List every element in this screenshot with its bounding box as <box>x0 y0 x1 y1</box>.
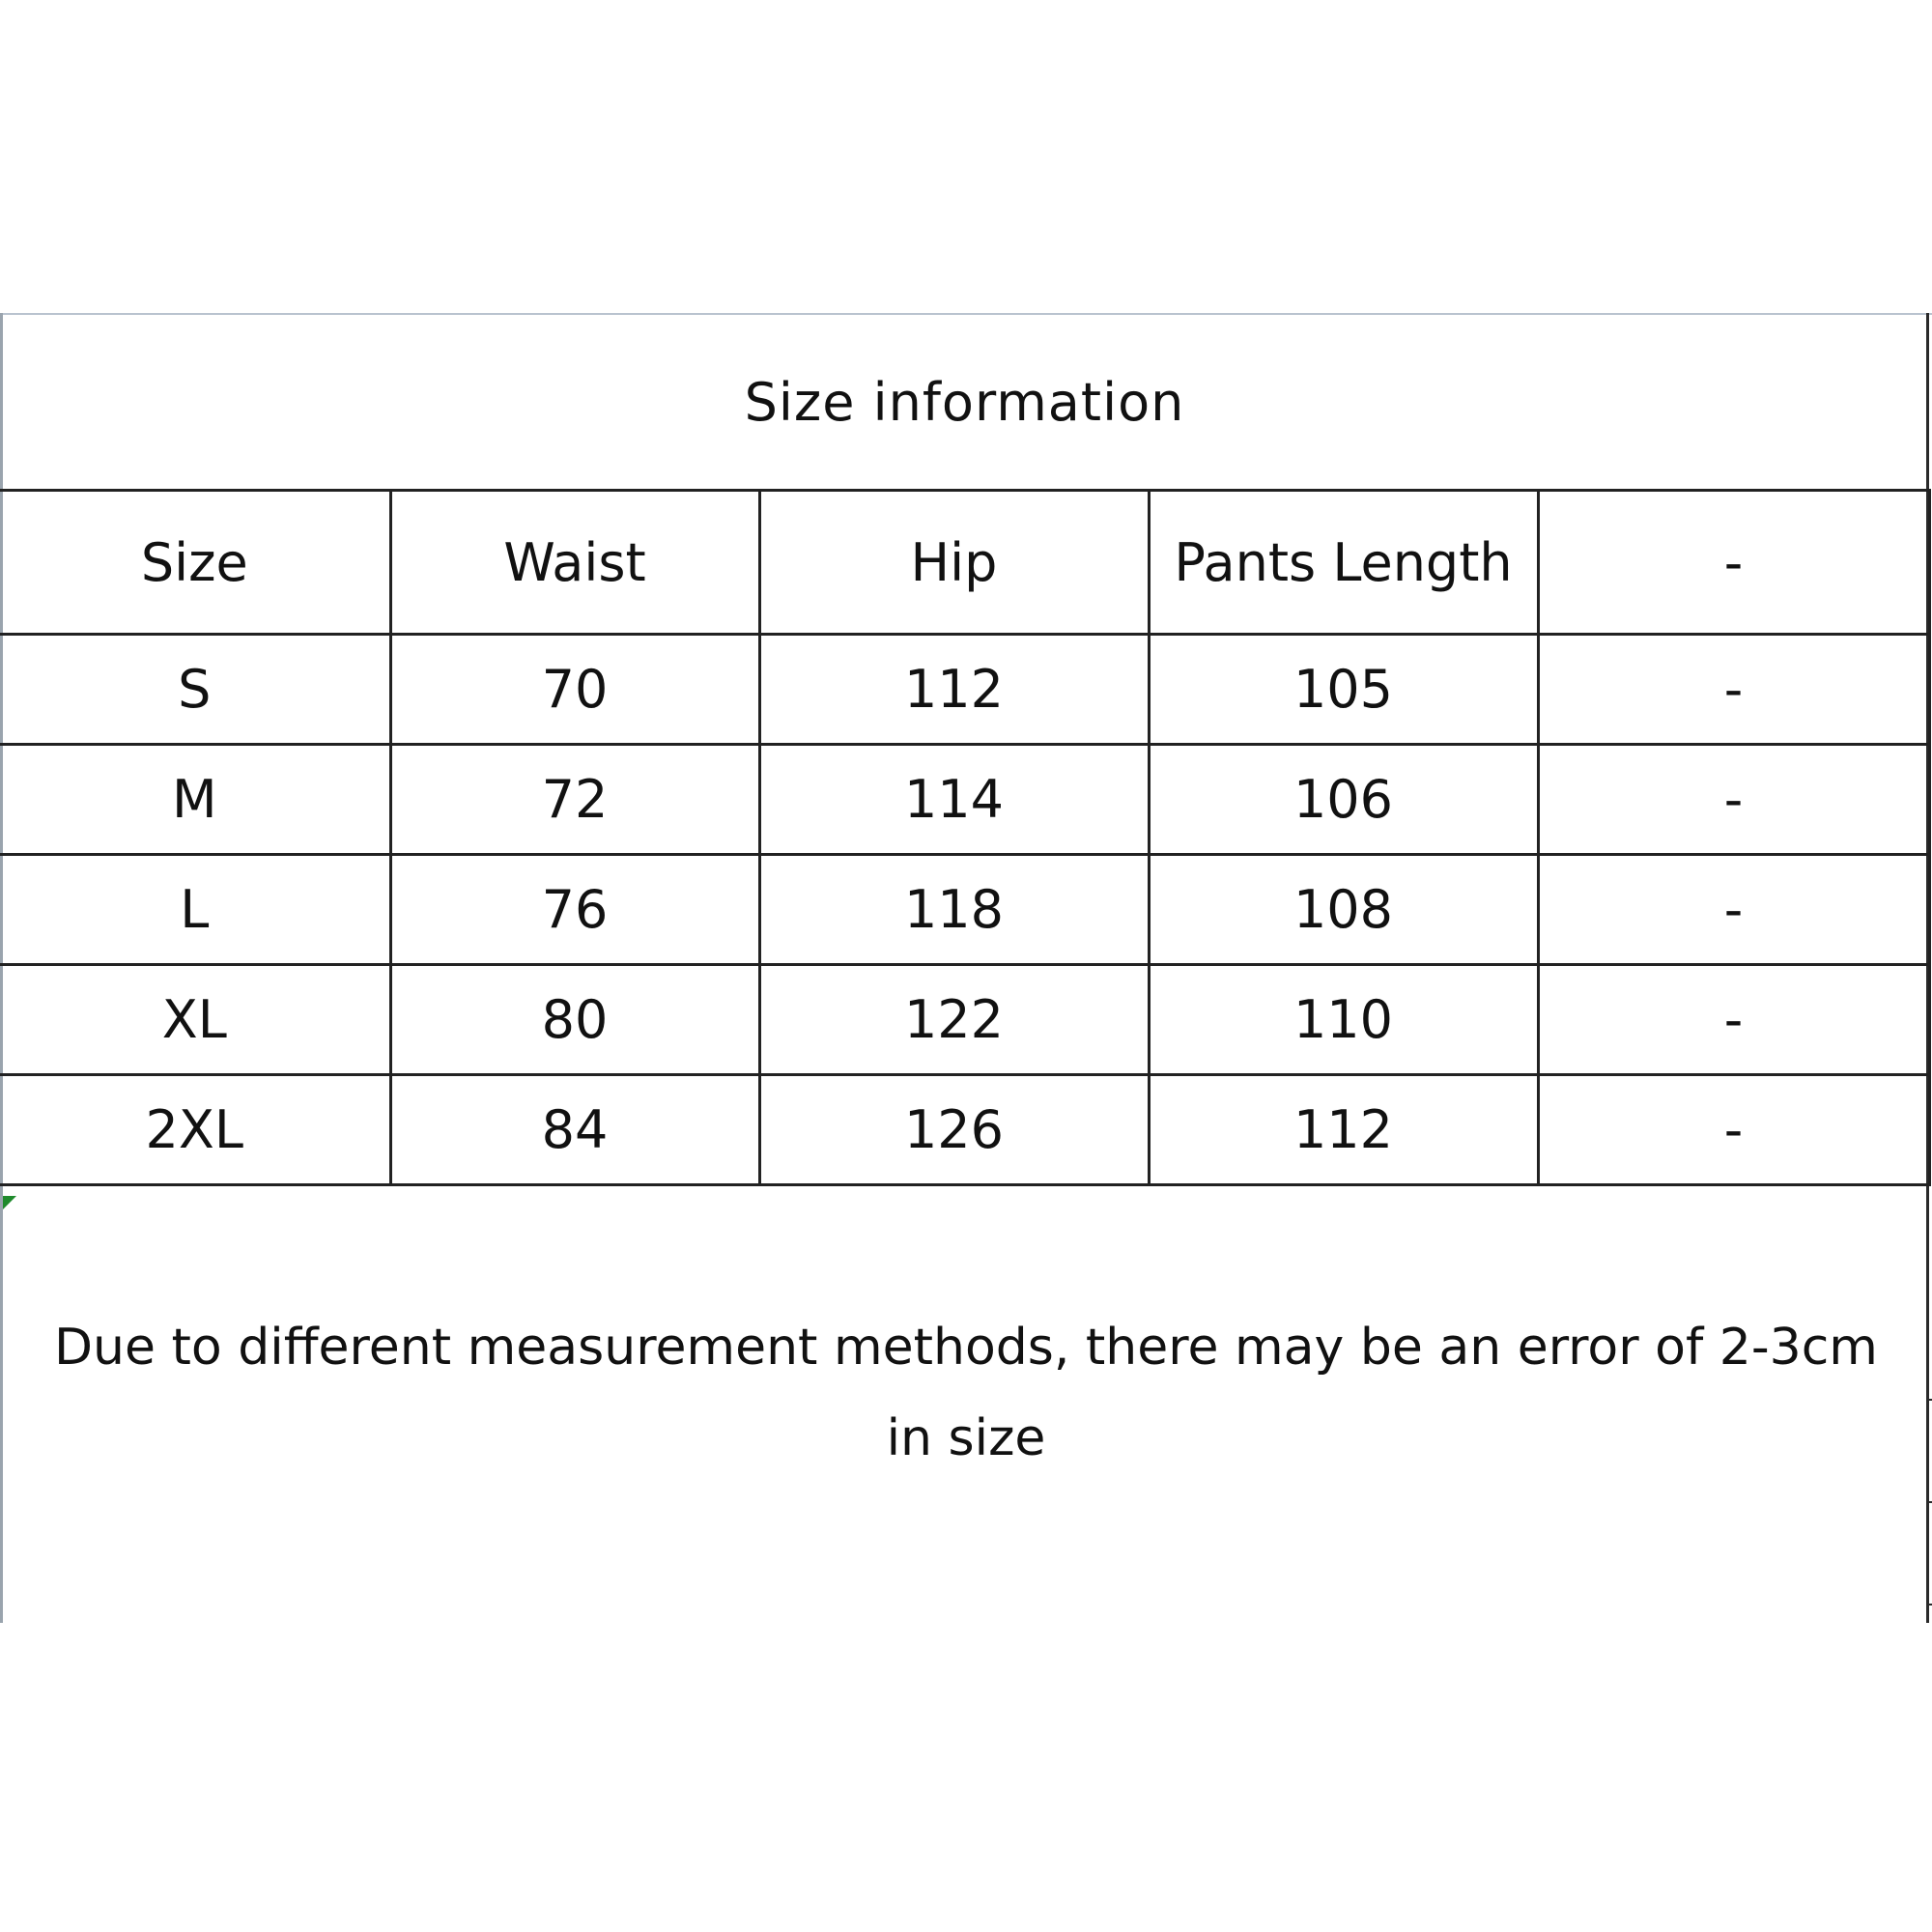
measurement-note: Due to different measurement methods, there may be an error of 2-3cm in size <box>54 1319 1878 1467</box>
header-size: Size <box>0 491 390 635</box>
grid-tick <box>1926 1604 1932 1605</box>
table-row <box>0 635 1929 745</box>
table-row <box>0 1075 1929 1185</box>
table-row <box>0 965 1929 1075</box>
header-waist: Waist <box>390 491 759 635</box>
cell-hip: 112 <box>759 635 1149 745</box>
cell-extra: - <box>1538 1075 1929 1185</box>
cell-waist: 80 <box>390 965 759 1075</box>
size-chart-sheet <box>0 313 1932 1623</box>
cell-comment-marker <box>3 1196 16 1209</box>
cell-extra: - <box>1538 965 1929 1075</box>
cell-size: XL <box>0 965 390 1075</box>
table-title: Size information <box>744 371 1185 433</box>
cell-size: S <box>0 635 390 745</box>
cell-pants-length: 108 <box>1149 855 1538 965</box>
cell-hip: 114 <box>759 745 1149 855</box>
grid-tick <box>1926 1399 1932 1401</box>
cell-pants-length: 106 <box>1149 745 1538 855</box>
table-row <box>0 855 1929 965</box>
cell-extra: - <box>1538 635 1929 745</box>
cell-pants-length: 110 <box>1149 965 1538 1075</box>
cell-extra: - <box>1538 745 1929 855</box>
cell-hip: 126 <box>759 1075 1149 1185</box>
cell-waist: 70 <box>390 635 759 745</box>
header-extra: - <box>1538 491 1929 635</box>
header-hip: Hip <box>759 491 1149 635</box>
cell-waist: 76 <box>390 855 759 965</box>
header-pants-length: Pants Length <box>1149 491 1538 635</box>
cell-hip: 122 <box>759 965 1149 1075</box>
cell-hip: 118 <box>759 855 1149 965</box>
cell-waist: 72 <box>390 745 759 855</box>
table-row <box>0 745 1929 855</box>
cell-size: 2XL <box>0 1075 390 1185</box>
cell-size: M <box>0 745 390 855</box>
cell-waist: 84 <box>390 1075 759 1185</box>
cell-size: L <box>0 855 390 965</box>
cell-extra: - <box>1538 855 1929 965</box>
header-row <box>0 491 1929 635</box>
grid-tick <box>1926 1501 1932 1503</box>
cell-pants-length: 105 <box>1149 635 1538 745</box>
cell-pants-length: 112 <box>1149 1075 1538 1185</box>
size-table <box>0 489 1931 1186</box>
